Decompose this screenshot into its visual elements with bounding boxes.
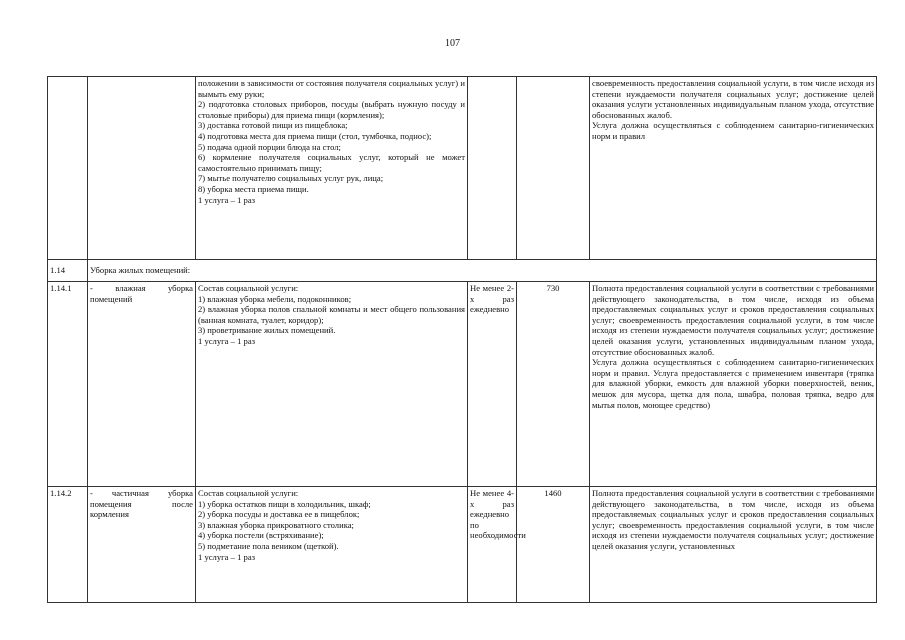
content-line: положении в зависимости от состояния получателя социальных услуг) и вымыть ему руки;	[198, 78, 465, 99]
table-row	[48, 487, 877, 603]
content-line: Состав социальной услуги:	[198, 283, 299, 293]
quality-line: своевременность предоставления социальной услуги, в том числе исходя из степени нуждаемости получателя социальных услуг; достижение целей оказания услуги установленных индивидуальным планом ухода, отсутствие обоснованных жалоб.	[592, 78, 874, 120]
quality-criteria	[590, 282, 877, 487]
content-line: 2) подготовка столовых приборов, посуды (выбрать нужную посуду и столовые приборы) для приема пищи (кормления);	[198, 99, 465, 120]
content-line: 1 услуга – 1 раз	[198, 194, 256, 205]
service-content	[196, 282, 468, 487]
section-number: 1.14	[48, 260, 88, 282]
content-line: 1 услуга – 1 раз	[198, 335, 256, 346]
row-number: 1.14.2	[48, 487, 88, 603]
service-price: 730	[517, 282, 590, 487]
content-line: 5) подметание пола веником (щеткой).	[198, 540, 339, 551]
service-content	[196, 77, 468, 260]
content-line: 2) влажная уборка полов спальной комнаты и мест общего пользования (ванная комната, туалет, коридор);	[198, 304, 465, 325]
row-number: 1.14.1	[48, 282, 88, 487]
quality-criteria	[590, 487, 877, 603]
row-number	[48, 77, 88, 260]
services-table	[47, 76, 877, 603]
content-line: 4) уборка постели (встряхивание);	[198, 530, 324, 541]
content-line: 1) влажная уборка мебели, подоконников;	[198, 293, 352, 304]
section-row	[48, 260, 877, 282]
service-frequency: Не менее 4-х раз ежедневно по необходимости	[468, 487, 517, 603]
service-frequency: Не менее 2-х раз ежедневно	[468, 282, 517, 487]
table-row	[48, 282, 877, 487]
page-number: 107	[445, 38, 460, 49]
quality-line: Полнота предоставления социальной услуги в соответствии с требованиями действующего законодательства, в том числе, исходя из объема предоставляемых социальных услуг и сроков предоставления социальных услуг; своевременность предоставления социальной услуги, в том числе исходя из степени нуждаемости получателя социальных услуг; достижение целей оказания услуги, установленных	[592, 488, 874, 551]
quality-line: Услуга должна осуществляться с соблюдением санитарно-гигиенических норм и правил	[592, 120, 874, 141]
quality-criteria	[590, 77, 877, 260]
content-line: 3) влажная уборка прикроватного столика;	[198, 519, 354, 530]
content-line: Состав социальной услуги:	[198, 488, 299, 498]
content-line: 6) кормление получателя социальных услуг, который не может самостоятельно принимать пищу;	[198, 152, 465, 173]
quality-line: Полнота предоставления социальной услуги в соответствии с требованиями действующего законодательства, в том числе, исходя из объема предоставляемых социальных услуг и сроков предоставления социальных услуг; своевременность предоставления социальной услуги, в том числе исходя из степени нуждаемости получателя социальных услуг; достижение целей оказания услуги, установленных индивидуальным планом ухода, отсутствие обоснованных жалоб.	[592, 283, 874, 357]
service-price	[517, 77, 590, 260]
content-line: 2) уборка посуды и доставка ее в пищеблок;	[198, 509, 360, 520]
content-line: 1 услуга – 1 раз	[198, 551, 256, 562]
content-line: 3) доставка готовой пищи из пищеблока;	[198, 120, 348, 131]
service-name	[88, 77, 196, 260]
content-line: 8) уборка места приема пищи.	[198, 183, 309, 194]
content-line: 7) мытье получателю социальных услуг рук, лица;	[198, 173, 384, 184]
service-name: - влажная уборка помещений	[88, 282, 196, 487]
section-title: Уборка жилых помещений:	[88, 260, 877, 282]
content-line: 3) проветривание жилых помещений.	[198, 325, 336, 336]
content-line: 5) подача одной порции блюда на стол;	[198, 141, 341, 152]
service-name: - частичная уборка помещения после кормления	[88, 487, 196, 603]
content-line: 4) подготовка места для приема пищи (стол, тумбочка, поднос);	[198, 130, 432, 141]
service-frequency	[468, 77, 517, 260]
content-line: 1) уборка остатков пищи в холодильник, шкаф;	[198, 498, 371, 509]
table-row	[48, 77, 877, 260]
service-price: 1460	[517, 487, 590, 603]
quality-line: Услуга должна осуществляться с соблюдением санитарно-гигиенических норм и правил. Услуга предоставляется с применением инвентаря (тряпка для влажной уборки, емкость для влажной уборки поверхностей, веник, мешок для мусора, щетка для пола, швабра, половая тряпка, ведро для мытья полов, моющее средство)	[592, 357, 874, 410]
service-content	[196, 487, 468, 603]
